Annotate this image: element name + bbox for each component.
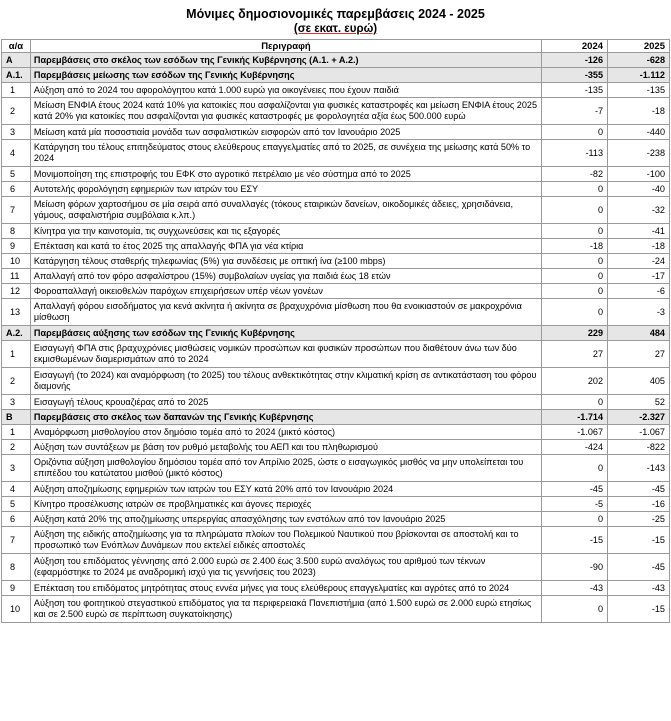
row-code: A.1. [2,68,31,83]
table-row [2,554,670,581]
row-value-2025: -628 [608,53,670,68]
page-title: Μόνιμες δημοσιονομικές παρεμβάσεις 2024 - 2025 [186,7,485,21]
row-value-2024: -135 [541,83,607,98]
row-value-2025: -1.112 [608,68,670,83]
row-code: 8 [2,224,31,239]
row-description: Αύξηση των συντάξεων με βάση τον ρυθμό μεταβολής του ΑΕΠ και του πληθωρισμού [30,440,541,455]
document [1,0,670,623]
table-row [2,140,670,167]
row-code: 3 [2,395,31,410]
row-value-2025: -15 [608,596,670,623]
row-value-2024: -1.067 [541,425,607,440]
row-value-2025: -18 [608,98,670,125]
row-value-2025: -15 [608,527,670,554]
row-code: 8 [2,554,31,581]
row-value-2024: -82 [541,167,607,182]
row-code: 4 [2,140,31,167]
row-value-2024: -424 [541,440,607,455]
row-description: Κατάργηση του τέλους επιτηδεύματος στους ελεύθερους επαγγελματίες από το 2025, σε συνέχεια της μείωσης κατά 50% το 2024 [30,140,541,167]
table-row [2,596,670,623]
row-value-2024: 0 [541,197,607,224]
row-code: 7 [2,527,31,554]
row-value-2025: 52 [608,395,670,410]
row-code: 1 [2,83,31,98]
row-value-2025: -238 [608,140,670,167]
row-code: 10 [2,596,31,623]
header-code: α/α [2,40,31,53]
row-value-2024: 229 [541,326,607,341]
row-code: 2 [2,440,31,455]
row-description: Αναμόρφωση μισθολογίου στον δημόσιο τομέα από το 2024 (μικτό κόστος) [30,425,541,440]
table-row [2,239,670,254]
row-value-2024: 0 [541,284,607,299]
row-description: Μείωση κατά μία ποσοστιαία μονάδα των ασφαλιστικών εισφορών από τον Ιανουάριο 2025 [30,125,541,140]
row-code: 1 [2,341,31,368]
row-value-2024: -1.714 [541,410,607,425]
row-code: 2 [2,98,31,125]
row-description: Αυτοτελής φορολόγηση εφημεριών των ιατρών του ΕΣΥ [30,182,541,197]
row-description: Αύξηση του φοιτητικού στεγαστικού επιδόματος για τα περιφερειακά Πανεπιστήμια (από 1.500 ευρώ σε 2.000 ευρώ ετησίως και σε 2.500 ευρώ σε περίπτωση συγκατοίκησης) [30,596,541,623]
row-description: Παρεμβάσεις στο σκέλος των δαπανών της Γενικής Κυβέρνησης [30,410,541,425]
table-row [2,455,670,482]
row-value-2024: -15 [541,527,607,554]
row-value-2025: -143 [608,455,670,482]
row-description: Απαλλαγή φόρου εισοδήματος για κενά ακίνητα ή ακίνητα σε βραχυχρόνια μίσθωση που θα ενοικιαστούν σε μακροχρόνια μίσθωση [30,299,541,326]
row-description: Μονιμοποίηση της επιστροφής του ΕΦΚ στο αγροτικό πετρέλαιο με νέο σύστημα από το 2025 [30,167,541,182]
row-value-2025: 27 [608,341,670,368]
row-value-2025: -24 [608,254,670,269]
row-value-2024: -45 [541,482,607,497]
row-value-2025: -41 [608,224,670,239]
row-value-2024: -5 [541,497,607,512]
row-description: Αύξηση του επιδόματος γέννησης από 2.000 ευρώ σε 2.400 έως 3.500 ευρώ αναλόγως του αριθμού των τέκνων (εφαρμόστηκε το 2024 με αναδρομική ισχύ για τις γεννήσεις του 2023) [30,554,541,581]
header-2024: 2024 [541,40,607,53]
row-description: Αύξηση της ειδικής αποζημίωσης για τα πληρώματα πλοίων του Πολεμικού Ναυτικού που βρίσκονται σε αποστολή και το προσωπικό των Ενόπλων Δυνάμεων που εκτελεί ειδικές αποστολές [30,527,541,554]
row-value-2024: -43 [541,581,607,596]
row-value-2024: 0 [541,269,607,284]
row-description: Αύξηση κατά 20% της αποζημίωσης υπερεργίας απασχόλησης των ενστόλων από τον Ιανουάριο 2025 [30,512,541,527]
row-code: 11 [2,269,31,284]
row-value-2024: 0 [541,455,607,482]
row-value-2024: 0 [541,512,607,527]
row-description: Παρεμβάσεις στο σκέλος των εσόδων της Γενικής Κυβέρνησης (A.1. + A.2.) [30,53,541,68]
row-value-2024: -7 [541,98,607,125]
row-value-2024: -113 [541,140,607,167]
row-description: Επέκταση και κατά το έτος 2025 της απαλλαγής ΦΠΑ για νέα κτίρια [30,239,541,254]
row-value-2025: -440 [608,125,670,140]
row-code: 3 [2,455,31,482]
header-description: Περιγραφή [30,40,541,53]
table-row [2,368,670,395]
row-code: 3 [2,125,31,140]
row-value-2024: -18 [541,239,607,254]
table-body [2,53,670,623]
row-value-2025: -17 [608,269,670,284]
row-code: 7 [2,197,31,224]
row-description: Εισαγωγή ΦΠΑ στις βραχυχρόνιες μισθώσεις νομικών προσώπων και φυσικών προσώπων που διαθέτουν άνω των δύο εκμισθωμένων διαμερισμάτων από το 2024 [30,341,541,368]
row-code: B [2,410,31,425]
row-code: 1 [2,425,31,440]
row-value-2025: 405 [608,368,670,395]
row-value-2024: 0 [541,299,607,326]
row-value-2024: 0 [541,224,607,239]
row-code: 5 [2,167,31,182]
row-value-2025: -45 [608,482,670,497]
row-code: 12 [2,284,31,299]
table-row [2,284,670,299]
table-row [2,395,670,410]
row-code: 6 [2,512,31,527]
interventions-table [1,39,670,623]
table-row [2,527,670,554]
table-row [2,425,670,440]
table-header-row [2,40,670,53]
table-row [2,182,670,197]
table-row [2,341,670,368]
page-subtitle: (σε εκατ. ευρώ) [293,23,378,35]
row-value-2025: -135 [608,83,670,98]
row-code: 13 [2,299,31,326]
row-code: 4 [2,482,31,497]
table-row [2,581,670,596]
row-value-2025: -16 [608,497,670,512]
row-value-2024: 27 [541,341,607,368]
row-value-2024: 0 [541,182,607,197]
row-code: 10 [2,254,31,269]
row-code: A.2. [2,326,31,341]
row-value-2025: -32 [608,197,670,224]
row-code: 9 [2,239,31,254]
row-value-2025: -100 [608,167,670,182]
table-row [2,125,670,140]
row-value-2025: -1.067 [608,425,670,440]
row-value-2024: 0 [541,254,607,269]
row-code: 5 [2,497,31,512]
row-value-2024: 0 [541,395,607,410]
table-row [2,254,670,269]
row-value-2025: -2.327 [608,410,670,425]
table-row [2,83,670,98]
row-value-2024: 0 [541,125,607,140]
row-value-2024: -126 [541,53,607,68]
row-value-2025: -43 [608,581,670,596]
row-description: Απαλλαγή από τον φόρο ασφαλίστρου (15%) συμβολαίων υγείας για παιδιά έως 18 ετών [30,269,541,284]
row-value-2025: -822 [608,440,670,455]
row-value-2025: 484 [608,326,670,341]
row-code: 2 [2,368,31,395]
section-row [2,410,670,425]
row-description: Φοροαπαλλαγή οικειοθελών παρόχων επιχειρήσεων υπέρ νέων γονέων [30,284,541,299]
row-code: 9 [2,581,31,596]
section-row [2,326,670,341]
table-row [2,512,670,527]
row-description: Οριζόντια αύξηση μισθολογίου δημόσιου τομέα από τον Απρίλιο 2025, ώστε ο εισαγωγικός μισθός να μην υπολείπεται του επιπέδου του κατώτατου μισθού (μικτό κόστος) [30,455,541,482]
table-row [2,440,670,455]
row-value-2025: -18 [608,239,670,254]
row-description: Επέκταση του επιδόματος μητρότητας στους εννέα μήνες για τους ελεύθερους επαγγελματίες και αγρότες από το 2024 [30,581,541,596]
row-description: Μείωση φόρων χαρτοσήμου σε μία σειρά από συναλλαγές (τόκους εταιρικών δανείων, οικοδομικές άδειες, χρησιδάνεια, γάμους, ασφαλιστήρια συμβόλαια κ.λπ.) [30,197,541,224]
row-description: Κατάργηση τέλους σταθερής τηλεφωνίας (5%) για συνδέσεις με οπτική ίνα (≥100 mbps) [30,254,541,269]
row-description: Κίνητρο προσέλκυσης ιατρών σε προβληματικές και άγονες περιοχές [30,497,541,512]
row-description: Μείωση ΕΝΦΙΑ έτους 2024 κατά 10% για κατοικίες που ασφαλίζονται για φυσικές καταστροφές και μείωση ΕΝΦΙΑ έτους 2025 κατά 20% για κατοικίες που ασφαλίζονται για φυσικές καταστροφές με φορολογητέα αξία έως 500.000 ευρώ [30,98,541,125]
row-description: Αύξηση από το 2024 του αφορολόγητου κατά 1.000 ευρώ για οικογένειες που έχουν παιδιά [30,83,541,98]
row-value-2025: -3 [608,299,670,326]
table-row [2,299,670,326]
row-value-2024: -355 [541,68,607,83]
header-2025: 2025 [608,40,670,53]
row-value-2025: -25 [608,512,670,527]
row-value-2024: 202 [541,368,607,395]
table-row [2,482,670,497]
row-description: Αύξηση αποζημίωσης εφημεριών των ιατρών του ΕΣΥ κατά 20% από τον Ιανουάριο 2024 [30,482,541,497]
row-description: Παρεμβάσεις αύξησης των εσόδων της Γενικής Κυβέρνησης [30,326,541,341]
table-row [2,98,670,125]
row-value-2024: 0 [541,596,607,623]
section-row [2,53,670,68]
row-code: A [2,53,31,68]
row-value-2024: -90 [541,554,607,581]
table-row [2,224,670,239]
row-code: 6 [2,182,31,197]
row-description: Παρεμβάσεις μείωσης των εσόδων της Γενικής Κυβέρνησης [30,68,541,83]
row-value-2025: -40 [608,182,670,197]
table-row [2,497,670,512]
row-description: Εισαγωγή (το 2024) και αναμόρφωση (το 2025) του τέλους ανθεκτικότητας στην κλιματική κρίση σε αντικατάσταση του φόρου διαμονής [30,368,541,395]
row-description: Εισαγωγή τέλους κρουαζιέρας από το 2025 [30,395,541,410]
row-value-2025: -6 [608,284,670,299]
table-row [2,167,670,182]
row-description: Κίνητρα για την καινοτομία, τις συγχωνεύσεις και τις εξαγορές [30,224,541,239]
table-row [2,197,670,224]
section-row [2,68,670,83]
table-row [2,269,670,284]
row-value-2025: -45 [608,554,670,581]
